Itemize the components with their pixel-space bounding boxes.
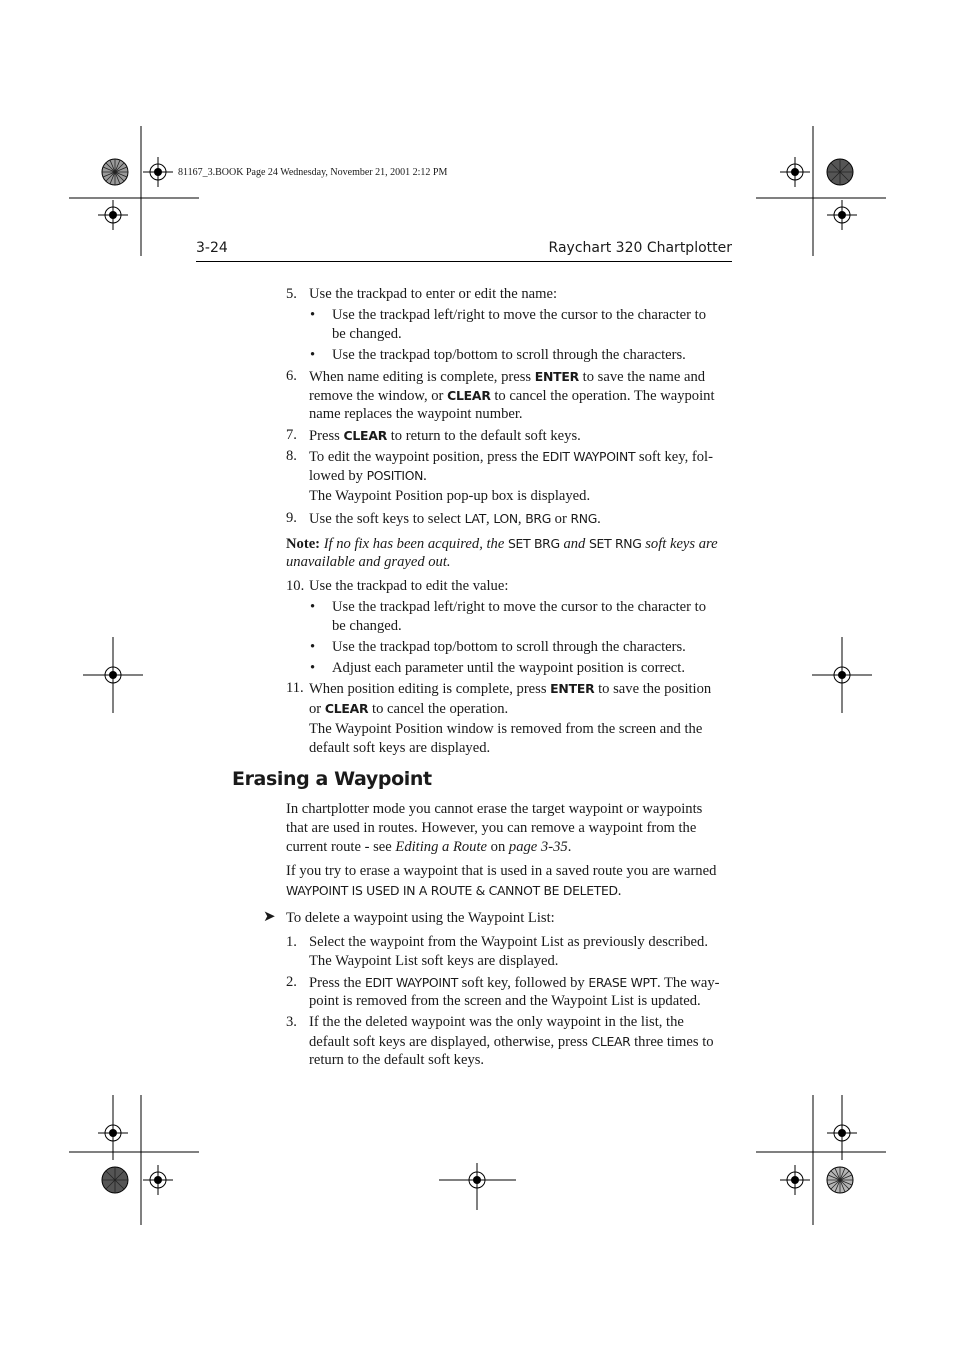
bullet-icon: •	[310, 347, 316, 363]
registration-mark-icon	[780, 1165, 810, 1195]
softkey-label: RNG	[570, 511, 598, 526]
bullet-icon: •	[310, 660, 316, 676]
registration-mark-icon	[462, 1165, 492, 1195]
step-11-line-2: or CLEAR to cancel the operation.	[309, 701, 509, 717]
softkey-label: ERASE WPT	[588, 975, 657, 990]
softkey-label: SET BRG	[507, 536, 560, 551]
step-number: 3.	[286, 1014, 297, 1030]
step-7-line: Press CLEAR to return to the default soft keys.	[309, 428, 581, 444]
clear-key-label: CLEAR	[343, 428, 388, 443]
step-10-text: Use the trackpad to edit the value:	[309, 578, 509, 594]
registration-mark-icon	[98, 200, 128, 230]
erase-step-1-line-1: Select the waypoint from the Waypoint List as previously described.	[309, 934, 708, 950]
registration-mark-icon	[98, 660, 128, 690]
clear-key-label: CLEAR	[324, 701, 369, 716]
print-slug: 81167_3.BOOK Page 24 Wednesday, November 21, 2001 2:12 PM	[178, 167, 448, 178]
erasing-p1-line-1: In chartplotter mode you cannot erase the target waypoint or waypoints	[286, 801, 703, 817]
step-10-bullet-3: Adjust each parameter until the waypoint position is correct.	[332, 660, 685, 676]
registration-mark-icon	[827, 1118, 857, 1148]
step-5-bullet-2: Use the trackpad top/bottom to scroll through the characters.	[332, 347, 686, 363]
step-number: 8.	[286, 448, 297, 464]
step-5-bullet-1-line-1: Use the trackpad left/right to move the cursor to the character to	[332, 307, 707, 323]
erase-step-1-line-2: The Waypoint List soft keys are displayed.	[309, 953, 559, 969]
erase-step-2-line-1: Press the EDIT WAYPOINT soft key, followed by ERASE WPT. The way-	[309, 975, 720, 991]
page-number: 3-24	[196, 240, 228, 256]
step-6-line-2: remove the window, or CLEAR to cancel the operation. The waypoint	[309, 388, 715, 404]
step-5-bullet-1-line-2: be changed.	[332, 326, 402, 342]
enter-key-label: ENTER	[550, 681, 595, 696]
step-9-line: Use the soft keys to select LAT, LON, BRG or RNG.	[309, 511, 601, 527]
step-6-line-3: name replaces the waypoint number.	[309, 406, 523, 422]
step-11-line-4: default soft keys are displayed.	[309, 740, 491, 756]
note-label: Note:	[286, 536, 321, 552]
step-11-line-3: The Waypoint Position window is removed from the screen and the	[309, 721, 703, 737]
softkey-label: POSITION	[366, 468, 424, 483]
running-title: Raychart 320 Chartplotter	[548, 240, 732, 256]
section-heading: Erasing a Waypoint	[232, 768, 432, 790]
softkey-label: BRG	[525, 511, 552, 526]
step-number: 2.	[286, 974, 297, 990]
step-8-line-1: To edit the waypoint position, press the EDIT WAYPOINT soft key, fol-	[309, 449, 713, 465]
starburst-target-icon	[100, 157, 130, 187]
erase-step-3-line-2: default soft keys are displayed, otherwise, press CLEAR three times to	[309, 1034, 714, 1050]
registration-mark-icon	[143, 1165, 173, 1195]
step-number: 10.	[286, 578, 305, 594]
note-line-2: unavailable and grayed out.	[286, 554, 451, 570]
registration-mark-icon	[780, 157, 810, 187]
step-number: 1.	[286, 934, 297, 950]
step-6-line-1: When name editing is complete, press ENTER to save the name and	[309, 369, 706, 385]
registration-mark-icon	[827, 660, 857, 690]
softkey-label: EDIT WAYPOINT	[364, 975, 458, 990]
erase-step-3-line-1: If the the deleted waypoint was the only waypoint in the list, the	[309, 1014, 684, 1030]
header-rule	[196, 261, 732, 262]
bullet-icon: •	[310, 639, 316, 655]
erasing-p2-line-1: If you try to erase a waypoint that is used in a saved route you are warned	[286, 863, 717, 879]
registration-mark-icon	[98, 1118, 128, 1148]
registration-mark-icon	[827, 200, 857, 230]
bullet-icon: •	[310, 599, 316, 615]
procedure-heading: To delete a waypoint using the Waypoint List:	[286, 910, 555, 926]
note: Note: If no fix has been acquired, the SET BRG and SET RNG soft keys are	[286, 536, 718, 552]
bullet-icon: •	[310, 307, 316, 323]
step-5	[286, 285, 297, 304]
page-reference: page 3-35	[508, 839, 568, 855]
softkey-label: SET RNG	[588, 536, 642, 551]
softkey-label: LON	[493, 511, 518, 526]
softkey-label: CLEAR	[591, 1034, 631, 1049]
step-11-line-1: When position editing is complete, press ENTER to save the position	[309, 681, 712, 697]
step-8-line-3: The Waypoint Position pop-up box is displayed.	[309, 488, 591, 504]
starburst-target-icon	[825, 1165, 855, 1195]
softkey-label: EDIT WAYPOINT	[542, 449, 636, 464]
clear-key-label: CLEAR	[447, 388, 491, 403]
starburst-target-icon	[825, 157, 855, 187]
step-10-bullet-1-line-1: Use the trackpad left/right to move the cursor to the character to	[332, 599, 707, 615]
step-number: 6.	[286, 368, 297, 384]
enter-key-label: ENTER	[534, 369, 580, 384]
step-number: 5.	[286, 286, 297, 302]
step-number: 11.	[286, 680, 304, 696]
erasing-p2-line-2: WAYPOINT IS USED IN A ROUTE & CANNOT BE DELETED.	[286, 883, 622, 899]
erasing-p1-line-3: current route - see Editing a Route on page 3-35.	[286, 839, 572, 855]
step-10-bullet-1-line-2: be changed.	[332, 618, 402, 634]
procedure-arrow-icon: ➤	[263, 909, 276, 925]
registration-mark-icon	[143, 157, 173, 187]
erase-step-2-line-2: point is removed from the screen and the Waypoint List is updated.	[309, 993, 701, 1009]
starburst-target-icon	[100, 1165, 130, 1195]
softkey-label: LAT	[464, 511, 487, 526]
warning-message: WAYPOINT IS USED IN A ROUTE & CANNOT BE DELETED	[286, 883, 618, 898]
erase-step-3-line-3: return to the default soft keys.	[309, 1052, 485, 1068]
erasing-p1-line-2: that are used in routes. However, you can remove a waypoint from the	[286, 820, 697, 836]
cross-reference: Editing a Route	[395, 839, 488, 855]
step-5-text: Use the trackpad to enter or edit the name:	[309, 286, 557, 302]
step-8-line-2: lowed by POSITION.	[309, 468, 427, 484]
step-number: 9.	[286, 510, 297, 526]
step-10-bullet-2: Use the trackpad top/bottom to scroll through the characters.	[332, 639, 686, 655]
step-number: 7.	[286, 427, 297, 443]
